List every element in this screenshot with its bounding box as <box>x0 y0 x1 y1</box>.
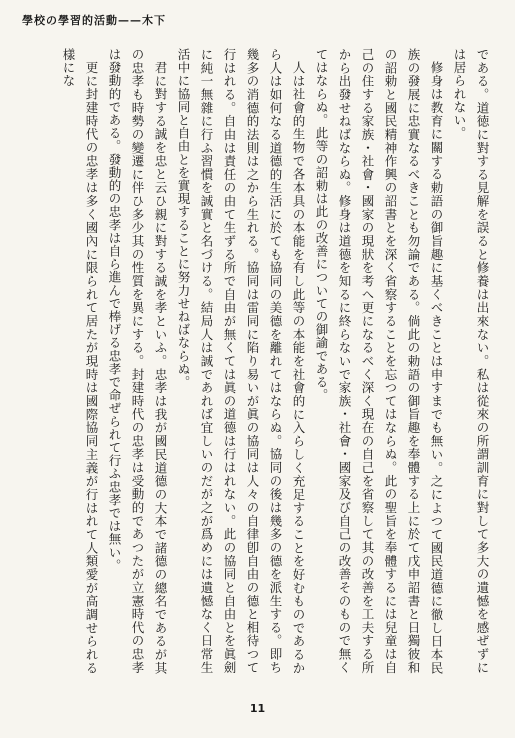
page-number: 11 <box>249 702 266 715</box>
paragraph-5: 更に封建時代の忠孝は多く國內に限られて居たが現時は國際協同主義が行はれて人類愛が高調せられる樣にな <box>61 48 99 674</box>
paragraph-2: 修身は教育に關する勅語の御旨趣に基くべきことは申すまでも無い。之によつて國民道德に徹し日本民族の發展に忠實なるべきことも勿論である。倘此の勅語の御旨趣を奉體する上に於て戊申詔書と日獨彼和の詔勅と國民精神作興の詔書とを深く省察することを忘つてはならぬ。此の聖旨を奉體するには兒童は自己の住する家族・社會・國家の現狀を考へ更になるべく深く現在の自己を省察して其の改善を工夫する所から出發せねばならぬ。修身は道德を知るに終らないで家族・社會・國家及び自己の改善そのもので無くてはならぬ。此等の詔勅は此の改善についての御諭である。 <box>314 48 444 674</box>
body-text <box>58 48 494 674</box>
running-head: 學校の學習的活動——木下 <box>22 14 166 27</box>
paragraph-4: 君に對する誠を忠と云ひ親に對する誠を孝といふ。忠孝は我が國民道德の大本で諸德の總名であるが其の忠孝も時勢の變遷に伴ひ多少其の性質を異にする。封建時代の忠孝は受動的であつたが立憲時代の忠孝は發動的である。發動的の忠孝は自ら進んで棒げる忠孝で命ぜられて行ふ忠孝では無い。 <box>107 48 168 674</box>
paragraph-1: である。道徳に對する見解を誤ると修養は出來ない。私は從來の所謂訓育に對して多大の遺憾を感ぜずには居られない。 <box>452 48 490 674</box>
paragraph-3: 人は社會的生物で各本具の本能を有し此等の本能を社會的に入らしく充足することを好むものであるから人は如何なる道德的生活に於ても協同の美德を離れてはならぬ。協同の後は幾多の德を派生する。即ち幾多の消德的法則は之から生れる。協同は雷同に陷り易いが眞の協同は人々の自律卽自由の德と相待つて行はれる。自由は責任の由て生ずる所で自由が無くては眞の道德は行はれない。此の協同と自由とを眞劍に純一無雜に行ふ習慣を誠實と名づける。結局人は誠であれば宜しいのだが之が爲めには遺憾なく日常生活中に協同と自由とを實現することに努力せねばならぬ。 <box>176 48 306 674</box>
